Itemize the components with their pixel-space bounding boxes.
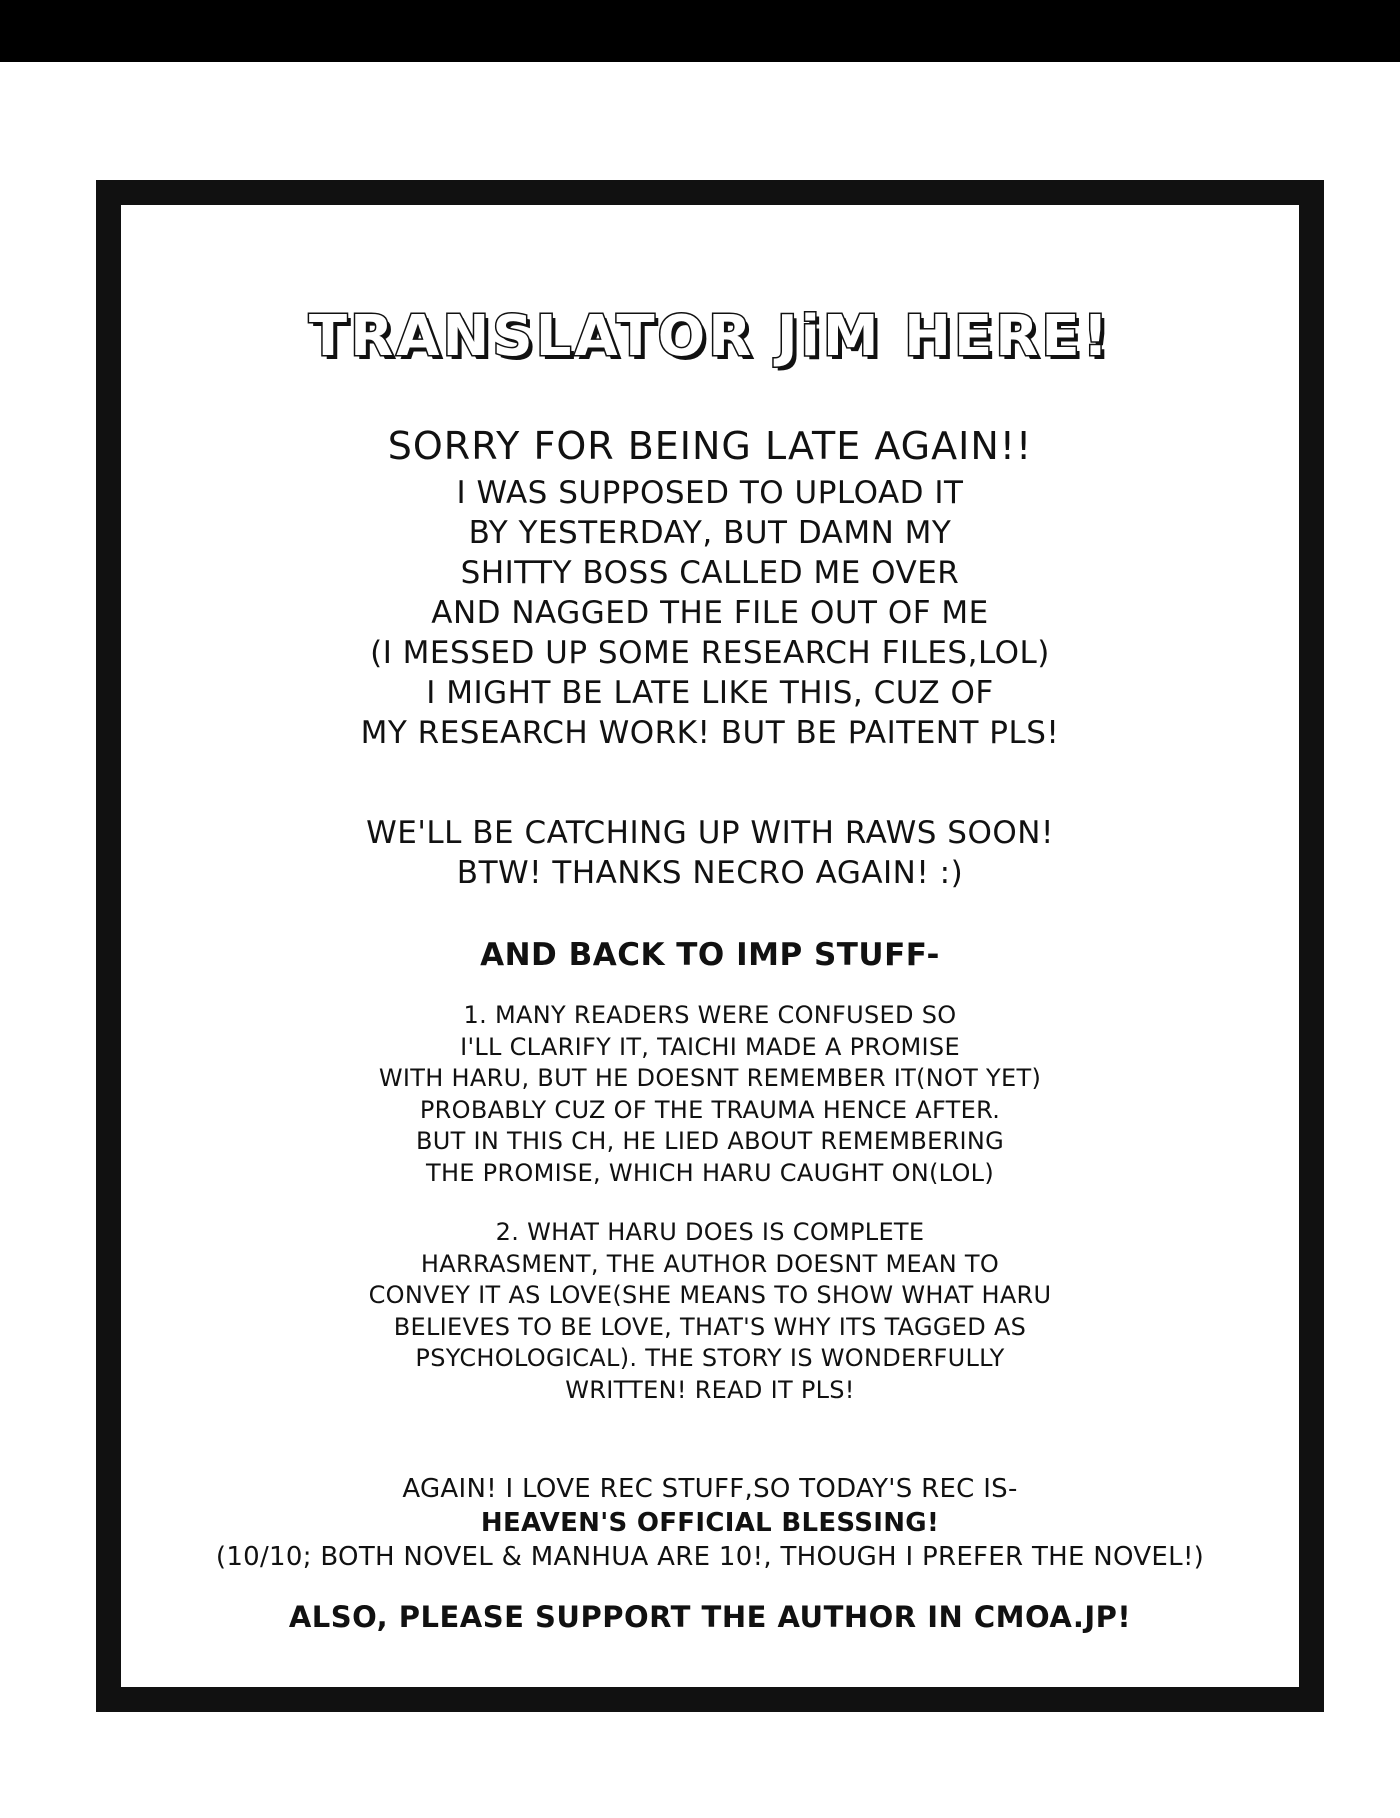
apology-line: I MIGHT BE LATE LIKE THIS, CUZ OF (426, 675, 994, 711)
note-one-line: 1. MANY READERS WERE CONFUSED SO (463, 1001, 957, 1029)
apology-line: I WAS SUPPOSED TO UPLOAD IT (456, 475, 964, 511)
apology-line: (I MESSED UP SOME RESEARCH FILES,LOL) (370, 635, 1050, 671)
note-title: TRANSLATOR JiM HERE! (308, 304, 1112, 369)
note-two-line: 2. WHAT HARU DOES IS COMPLETE (495, 1218, 925, 1246)
apology-line: AND NAGGED THE FILE OUT OF ME (431, 595, 989, 631)
note-two-line: HARRASMENT, THE AUTHOR DOESNT MEAN TO (420, 1249, 1000, 1278)
note-one (121, 1000, 1299, 1189)
note-two-line: WRITTEN! READ IT PLS! (565, 1375, 855, 1404)
rec-title: HEAVEN'S OFFICIAL BLESSING! (480, 1508, 940, 1538)
note-one-line: THE PROMISE, WHICH HARU CAUGHT ON(LOL) (425, 1158, 995, 1187)
note-one-line: I'LL CLARIFY IT, TAICHI MADE A PROMISE (460, 1032, 960, 1061)
catchup-paragraph (121, 813, 1299, 893)
note-two-line: BELIEVES TO BE LOVE, THAT'S WHY ITS TAGGED AS (393, 1312, 1027, 1341)
apology-line: SHITTY BOSS CALLED ME OVER (460, 555, 960, 591)
support-author-note: ALSO, PLEASE SUPPORT THE AUTHOR IN CMOA.JP! (288, 1600, 1132, 1634)
recommendation (121, 1472, 1299, 1574)
catchup-line: WE'LL BE CATCHING UP WITH RAWS SOON! (366, 815, 1054, 851)
apology-line: MY RESEARCH WORK! BUT BE PAITENT PLS! (360, 715, 1060, 751)
note-two (121, 1217, 1299, 1406)
translator-note-panel (96, 180, 1324, 1712)
rec-rating: (10/10; BOTH NOVEL & MANHUA ARE 10!, THOUGH I PREFER THE NOVEL!) (215, 1542, 1205, 1572)
note-one-line: WITH HARU, BUT HE DOESNT REMEMBER IT(NOT YET) (378, 1064, 1042, 1092)
apology-line: BY YESTERDAY, BUT DAMN MY (468, 515, 952, 551)
note-two-line: PSYCHOLOGICAL). THE STORY IS WONDERFULLY (415, 1344, 1005, 1372)
important-stuff-heading: AND BACK TO IMP STUFF- (480, 937, 940, 973)
apology-paragraph (121, 473, 1299, 753)
note-two-line: CONVEY IT AS LOVE(SHE MEANS TO SHOW WHAT HARU (368, 1281, 1052, 1309)
catchup-line: BTW! THANKS NECRO AGAIN! :) (456, 855, 964, 891)
note-one-line: BUT IN THIS CH, HE LIED ABOUT REMEMBERING (415, 1127, 1005, 1155)
rec-intro: AGAIN! I LOVE REC STUFF,SO TODAY'S REC IS- (402, 1474, 1018, 1504)
note-one-line: PROBABLY CUZ OF THE TRAUMA HENCE AFTER. (419, 1095, 1001, 1124)
apology-heading: SORRY FOR BEING LATE AGAIN!! (387, 424, 1033, 468)
top-black-bar (0, 0, 1400, 62)
